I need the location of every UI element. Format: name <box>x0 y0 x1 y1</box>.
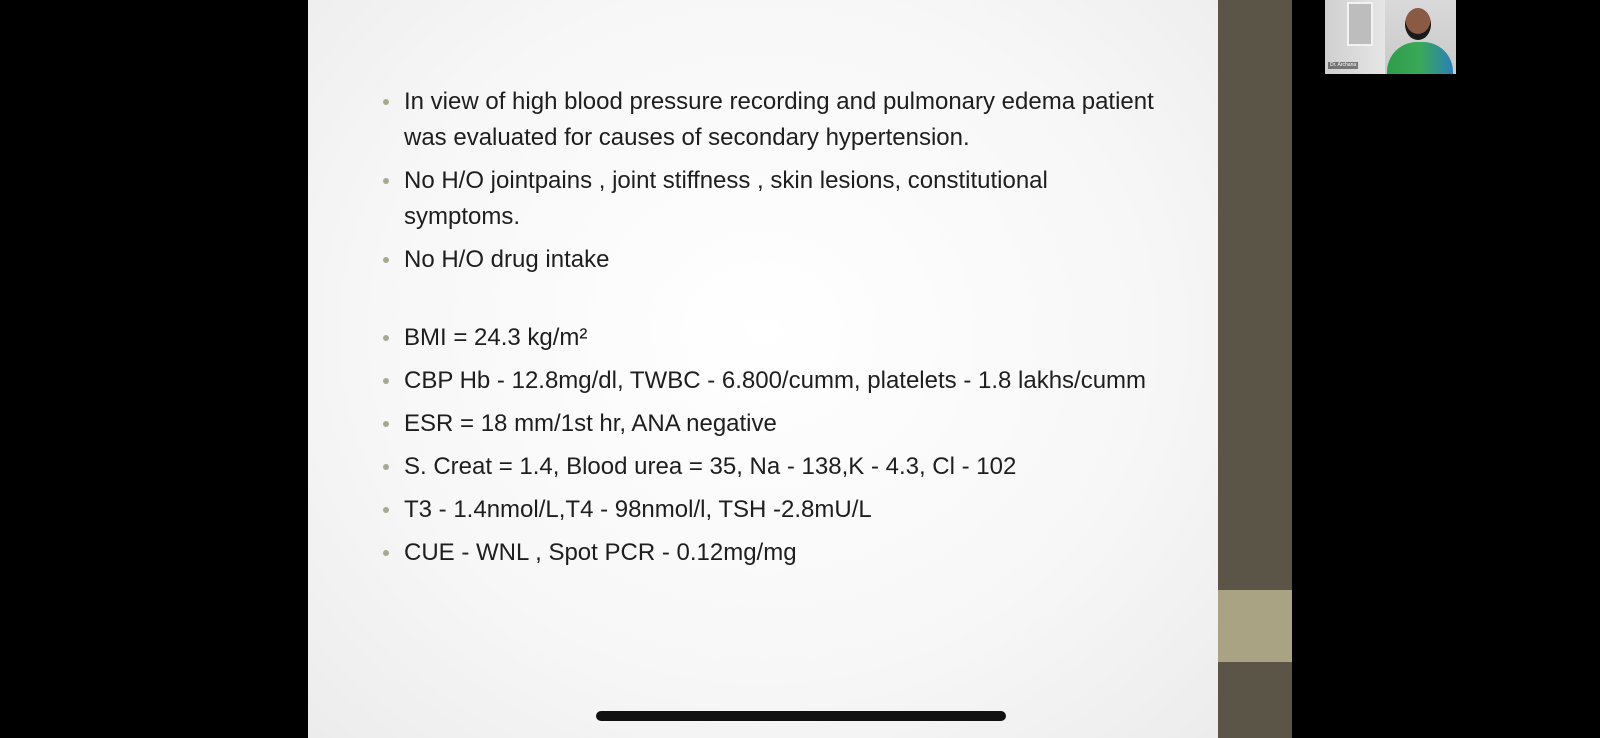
presentation-slide <box>308 0 1218 738</box>
slide-bullet: In view of high blood pressure recording and pulmonary edema patient was evaluated for causes of secondary hypertension. <box>380 84 1170 156</box>
slide-bullet: No H/O drug intake <box>380 242 1170 278</box>
slide-bullet: S. Creat = 1.4, Blood urea = 35, Na - 138,K - 4.3, Cl - 102 <box>380 449 1170 485</box>
slide-bullet: ESR = 18 mm/1st hr, ANA negative <box>380 406 1170 442</box>
participant-name-label: Dr. Archana <box>1330 62 1357 68</box>
slide-side-band-accent <box>1218 590 1292 662</box>
slide-side-band <box>1218 0 1292 738</box>
home-indicator[interactable] <box>596 711 1006 721</box>
slide-bullet: No H/O jointpains , joint stiffness , skin lesions, constitutional symptoms. <box>380 163 1170 235</box>
slide-bullet: CBP Hb - 12.8mg/dl, TWBC - 6.800/cumm, platelets - 1.8 lakhs/cumm <box>380 363 1170 399</box>
participant-video-thumbnail[interactable] <box>1325 0 1456 74</box>
wall-frame <box>1347 2 1373 46</box>
participant-head <box>1405 8 1431 40</box>
slide-bullet: CUE - WNL , Spot PCR - 0.12mg/mg <box>380 535 1170 571</box>
slide-bullet-list <box>380 84 1170 578</box>
slide-bullet: T3 - 1.4nmol/L,T4 - 98nmol/l, TSH -2.8mU/L <box>380 492 1170 528</box>
slide-bullet: BMI = 24.3 kg/m² <box>380 320 1170 356</box>
participant-body <box>1387 42 1453 74</box>
